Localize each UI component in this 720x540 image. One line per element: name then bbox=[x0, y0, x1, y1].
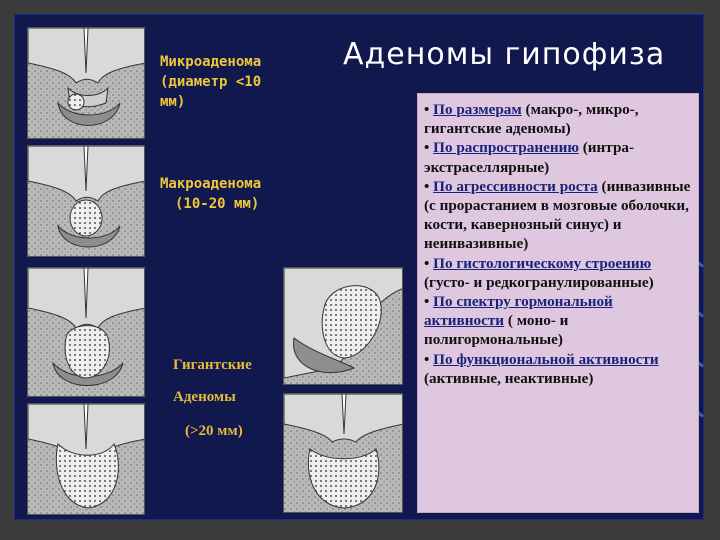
classification-heading: По гистологическому строению bbox=[433, 254, 652, 272]
label-giant-size: (>20 мм) bbox=[185, 423, 243, 439]
giant-adenoma-illustration-large bbox=[283, 393, 403, 513]
classification-item: • По гистологическому строению (густо- и редкогранулированные) bbox=[424, 254, 654, 291]
label-microadenoma: Микроаденома bbox=[160, 54, 262, 70]
classification-item: • По спектру гормональной активности ( моно- и полигормональные) bbox=[424, 293, 613, 349]
giant-adenoma-illustration-coronal bbox=[27, 267, 145, 397]
slide bbox=[14, 14, 704, 520]
slide-title: Аденомы гипофиза bbox=[343, 37, 666, 72]
classification-heading: По спектру гормональной активности bbox=[424, 293, 613, 330]
giant-adenoma-illustration-sagittal bbox=[283, 267, 403, 385]
label-microadenoma-size-2: мм) bbox=[160, 94, 186, 110]
classification-heading: По распространению bbox=[433, 139, 579, 157]
classification-item: • По функциональной активности (активные, неактивные) bbox=[424, 350, 659, 387]
label-microadenoma-size-1: (диаметр <10 bbox=[160, 74, 262, 90]
macroadenoma-illustration bbox=[27, 145, 145, 257]
classification-heading: По функциональной активности bbox=[433, 350, 659, 368]
classification-item: • По распространению (интра-экстраселлярные) bbox=[424, 139, 635, 176]
giant-adenoma-illustration-coronal-2 bbox=[27, 403, 145, 515]
classification-panel bbox=[417, 93, 699, 513]
label-macroadenoma-size: (10-20 мм) bbox=[175, 196, 260, 212]
label-giant-line2: Аденомы bbox=[173, 389, 236, 405]
classification-heading: По размерам bbox=[433, 101, 522, 118]
classification-heading: По агрессивности роста bbox=[433, 177, 598, 195]
classification-item: • По размерам (макро-, микро-, гигантские аденомы) bbox=[424, 101, 639, 138]
microadenoma-illustration bbox=[27, 27, 145, 139]
label-macroadenoma: Макроаденома bbox=[160, 176, 262, 192]
label-giant-line1: Гигантские bbox=[173, 357, 252, 373]
classification-item: • По агрессивности роста (инвазивные (с прорастанием в мозговые оболочки, кости, кавернозный синус) и неинвазивные) bbox=[424, 177, 691, 253]
